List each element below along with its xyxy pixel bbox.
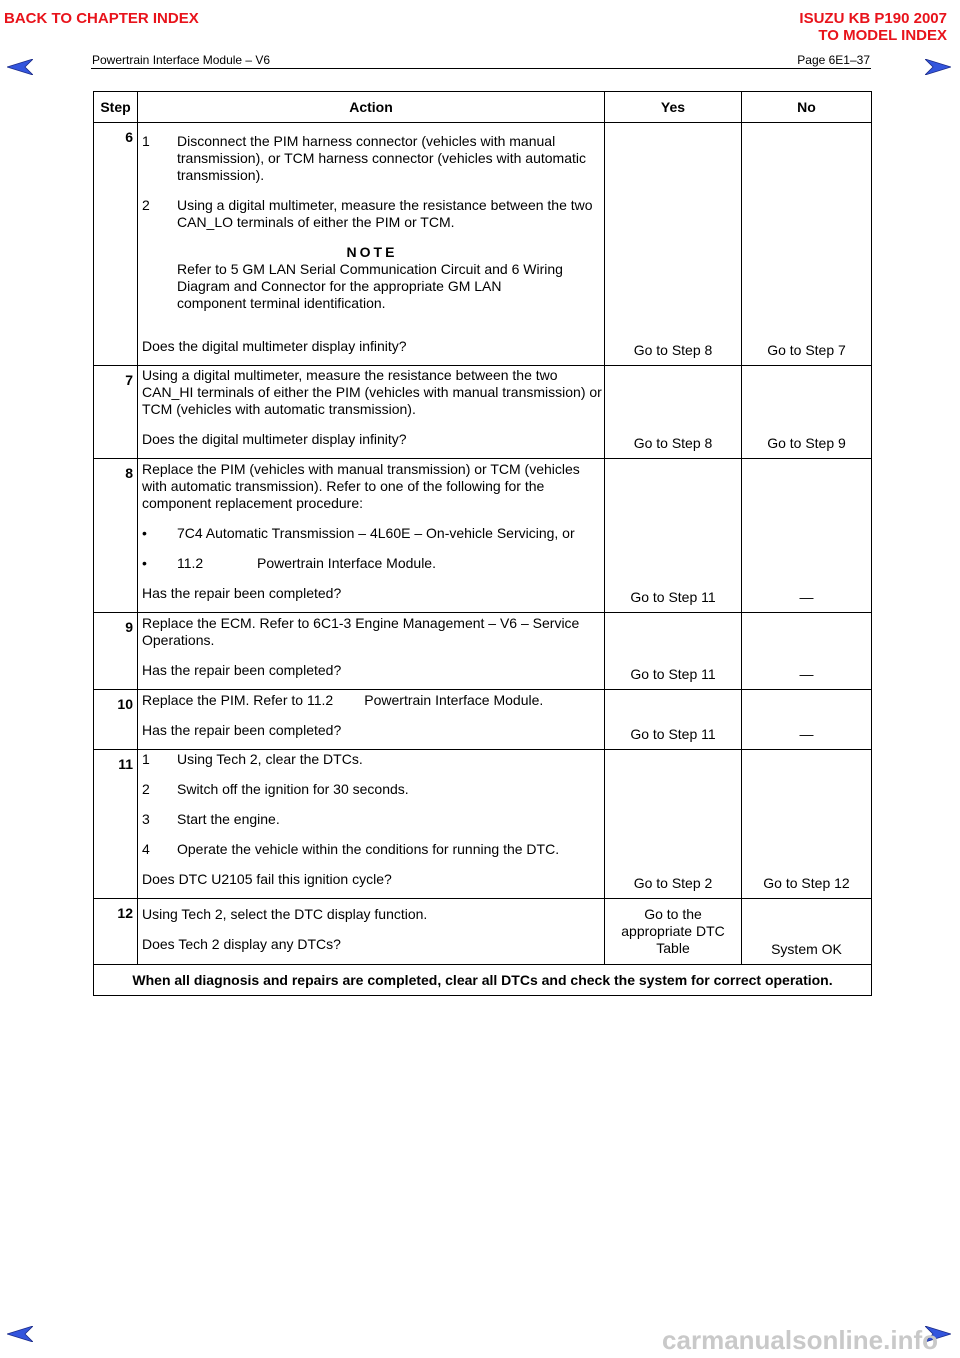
yes-result: Go to Step 2 — [605, 750, 742, 899]
no-result: System OK — [742, 899, 872, 965]
step-question: Does DTC U2105 fail this ignition cycle? — [142, 871, 392, 887]
action-cell — [138, 366, 605, 459]
col-no-header: No — [742, 92, 872, 123]
action-text: Using Tech 2, select the DTC display function. — [142, 906, 428, 922]
step-question: Does Tech 2 display any DTCs? — [142, 936, 341, 952]
no-result: — — [742, 459, 872, 613]
yes-result: Go to Step 11 — [605, 690, 742, 750]
note-body: Refer to 5 GM LAN Serial Communication Circuit and 6 Wiring Diagram and Connector for the appropriate GM LAN component terminal identification. — [177, 261, 563, 311]
action-item: 2 Using a digital multimeter, measure the resistance between the two CAN_LO terminals of either the PIM or TCM. — [142, 197, 593, 230]
table-row-step-12 — [94, 899, 872, 965]
table-row-step-10 — [94, 690, 872, 750]
no-result: Go to Step 12 — [742, 750, 872, 899]
action-item: 1 Using Tech 2, clear the DTCs. — [142, 751, 363, 767]
action-cell — [138, 899, 605, 965]
previous-page-arrow-icon[interactable] — [7, 59, 33, 75]
model-title-line1: ISUZU KB P190 2007 — [799, 10, 947, 27]
list-item: • 7C4 Automatic Transmission – 4L60E – On-vehicle Servicing, or — [142, 525, 575, 541]
yes-result: Go to the appropriate DTC Table — [605, 899, 742, 965]
step-question: Has the repair been completed? — [142, 585, 342, 601]
no-result: Go to Step 9 — [742, 366, 872, 459]
step-number: 9 — [94, 613, 138, 690]
back-to-chapter-index-link[interactable]: BACK TO CHAPTER INDEX — [4, 10, 199, 27]
action-item: 1 Disconnect the PIM harness connector (vehicles with manual transmission), or TCM harness connector (vehicles with automatic transmission). — [142, 133, 587, 183]
table-row-step-11 — [94, 750, 872, 899]
section-title: Powertrain Interface Module – V6 — [92, 53, 271, 67]
action-cell — [138, 459, 605, 613]
table-row-step-9 — [94, 613, 872, 690]
action-cell — [138, 613, 605, 690]
step-question: Has the repair been completed? — [142, 722, 342, 738]
step-number: 7 — [94, 366, 138, 459]
step-question: Does the digital multimeter display infinity? — [142, 338, 407, 354]
step-number: 12 — [94, 899, 138, 965]
step-number: 6 — [94, 123, 138, 366]
step-number: 8 — [94, 459, 138, 613]
watermark: carmanualsonline.info — [662, 1325, 938, 1355]
action-cell — [138, 750, 605, 899]
yes-result: Go to Step 8 — [605, 366, 742, 459]
col-step-header: Step — [94, 92, 138, 123]
action-cell — [138, 690, 605, 750]
no-result: Go to Step 7 — [742, 123, 872, 366]
yes-result: Go to Step 11 — [605, 613, 742, 690]
col-yes-header: Yes — [605, 92, 742, 123]
step-number: 11 — [94, 750, 138, 899]
step-question: Does the digital multimeter display infinity? — [142, 431, 407, 447]
action-text: Replace the PIM. Refer to 11.2 Powertrain Interface Module. — [142, 692, 544, 708]
step-number: 10 — [94, 690, 138, 750]
yes-result: Go to Step 8 — [605, 123, 742, 366]
to-model-index-label[interactable]: TO MODEL INDEX — [818, 27, 947, 44]
table-row-step-8 — [94, 459, 872, 613]
page-number: Page 6E1–37 — [797, 53, 870, 67]
table-header-row — [94, 92, 872, 123]
table-row-step-6 — [94, 123, 872, 366]
header-divider — [91, 68, 871, 69]
diagnostic-table — [93, 91, 872, 996]
action-item: 2 Switch off the ignition for 30 seconds. — [142, 781, 409, 797]
table-footer-row — [94, 965, 872, 996]
action-text: Replace the ECM. Refer to 6C1-3 Engine Management – V6 – Service Operations. — [142, 615, 580, 648]
action-item: 3 Start the engine. — [142, 811, 280, 827]
step-question: Has the repair been completed? — [142, 662, 342, 678]
action-item: 4 Operate the vehicle within the conditions for running the DTC. — [142, 841, 560, 857]
completion-instruction: When all diagnosis and repairs are completed, clear all DTCs and check the system for correct operation. — [94, 965, 872, 996]
note-title: NOTE — [346, 244, 398, 260]
yes-result: Go to Step 11 — [605, 459, 742, 613]
list-item: • 11.2 Powertrain Interface Module. — [142, 555, 436, 571]
no-result: — — [742, 690, 872, 750]
previous-page-arrow-bottom-icon[interactable] — [7, 1326, 33, 1342]
model-index-link[interactable] — [799, 10, 947, 44]
action-cell — [138, 123, 605, 366]
no-result: — — [742, 613, 872, 690]
table-row-step-7 — [94, 366, 872, 459]
action-text: Using a digital multimeter, measure the resistance between the two CAN_HI terminals of either the PIM (vehicles with manual transmission) or TCM (vehicles with automatic transmission). — [142, 367, 602, 417]
col-action-header: Action — [138, 92, 605, 123]
action-text: Replace the PIM (vehicles with manual transmission) or TCM (vehicles with automatic transmission). Refer to one of the following for the component replacement procedure: — [142, 461, 580, 511]
next-page-arrow-icon[interactable] — [925, 59, 951, 75]
